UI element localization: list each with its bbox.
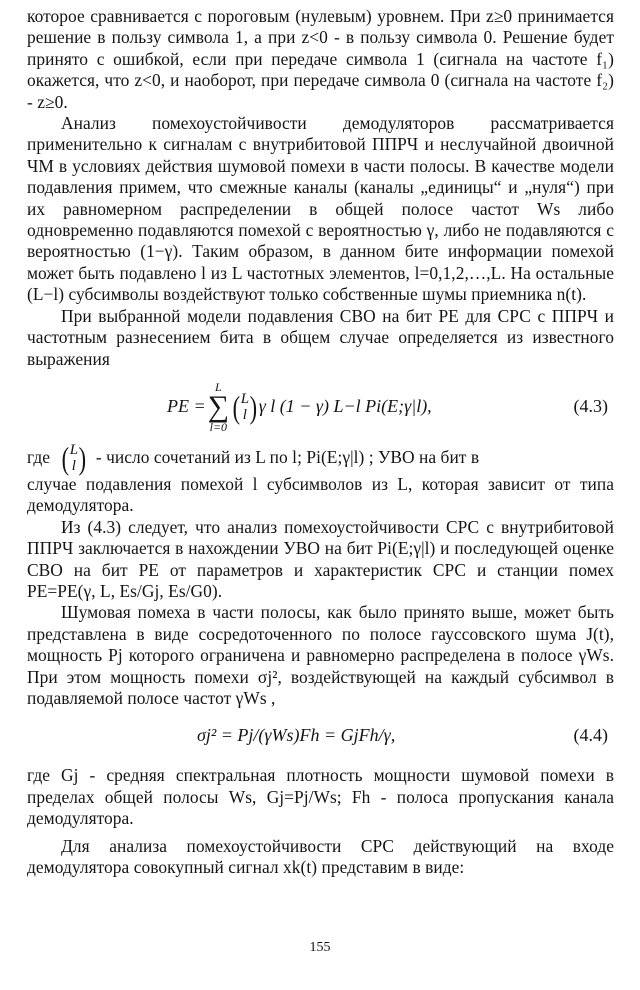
paragraph-6: Шумовая помеха в части полосы, как было принято выше, может быть представлена в виде сосредоточенного по полосе гауссовского шума J(t), мощность Pj которого ограничена и равномерно распределена в полосе γWs. При этом мощность помехи σj², воздействующей на каждый субсимвол в подавляемой полосе частот γWs , bbox=[27, 602, 614, 708]
binomial-coefficient: ( L l ) bbox=[232, 388, 258, 425]
formula-4-4-number: (4.4) bbox=[573, 724, 608, 745]
formula-4-3-lhs: PE = bbox=[167, 396, 206, 417]
formula-4-3-expression bbox=[167, 378, 432, 436]
summation-sign: L ∑ l=0 bbox=[207, 379, 230, 434]
sum-upper-limit: L bbox=[214, 379, 222, 394]
paragraph-5: Из (4.3) следует, что анализ помехоустойчивости СРС с внутрибитовой ППРЧ заключается в нахождении УВО на бит Pi(E;γ|l) и последующей оценке СВО на бит PE от параметров и характеристик СРС и станции помех PE=PE(γ, L, Es/Gj, Es/G0). bbox=[27, 516, 614, 601]
sum-lower-limit: l=0 bbox=[209, 419, 228, 434]
formula-4-3-rhs: γ l (1 − γ) L−l Pi(E;γ|l), bbox=[258, 396, 432, 417]
formula-4-4 bbox=[27, 715, 614, 755]
formula-4-4-expression: σj² = Pj/(γWs)Fh = GjFh/γ, bbox=[197, 724, 396, 745]
where-prefix: где bbox=[27, 447, 50, 468]
page-number: 155 bbox=[309, 940, 331, 955]
formula-4-3 bbox=[27, 378, 614, 436]
where-line bbox=[27, 439, 614, 476]
where-text: - число сочетаний из L по l; Pi(E;γ|l) ; УВО на бит в bbox=[95, 447, 480, 468]
where-binom-bottom: l bbox=[71, 457, 77, 474]
where-binom-top: L bbox=[69, 441, 79, 458]
paragraph-7: где Gj - средняя спектральная плотность мощности шумовой помехи в пределах общей полосы Ws, Gj=Pj/Ws; Fh - полоса пропускания канала демодулятора. bbox=[27, 765, 614, 829]
formula-4-3-number: (4.3) bbox=[573, 396, 608, 417]
where-binomial: ( L l ) bbox=[61, 439, 87, 476]
paragraph-1: которое сравнивается с пороговым (нулевым) уровнем. При z≥0 принимается решение в пользу символа 1, а при z<0 - в пользу символа 0. Решение будет принято с ошибкой, если при передаче символа 1 (сигнала на частоте f₁) окажется, что z<0, и наоборот, при передаче символа 0 (сигнала на частоте f₂) - z≥0. bbox=[27, 6, 614, 112]
binom-top: L bbox=[240, 390, 250, 407]
paragraph-2: Анализ помехоустойчивости демодуляторов рассматривается применительно к сигналам с внутрибитовой ППРЧ и неслучайной двоичной ЧМ в условиях действия шумовой помехи в части полосы. В качестве модели подавления примем, что смежные каналы (каналы „единицы“ и „нуля“) при их равномерном распределении в общей полосе частот Ws либо одновременно подавляются помехой с вероятностью γ, либо не подавляются с вероятностью (1−γ). Таким образом, в данном бите информации помехой может быть подавлено l из L частотных элементов, l=0,1,2,…,L. На остальные (L−l) субсимволы воздействуют только собственные шумы приемника n(t). bbox=[27, 113, 614, 305]
binom-bottom: l bbox=[242, 406, 247, 423]
paragraph-8: Для анализа помехоустойчивости СРС действующий на входе демодулятора совокупный сигнал xk(t) представим в виде: bbox=[27, 835, 614, 877]
paragraph-3: При выбранной модели подавления СВО на бит PE для СРС с ППРЧ и частотным разнесением бита в общем случае определяется из известного выражения bbox=[27, 305, 614, 369]
paragraph-4: случае подавления помехой l субсимволов из L, которая зависит от типа демодулятора. bbox=[27, 473, 614, 516]
